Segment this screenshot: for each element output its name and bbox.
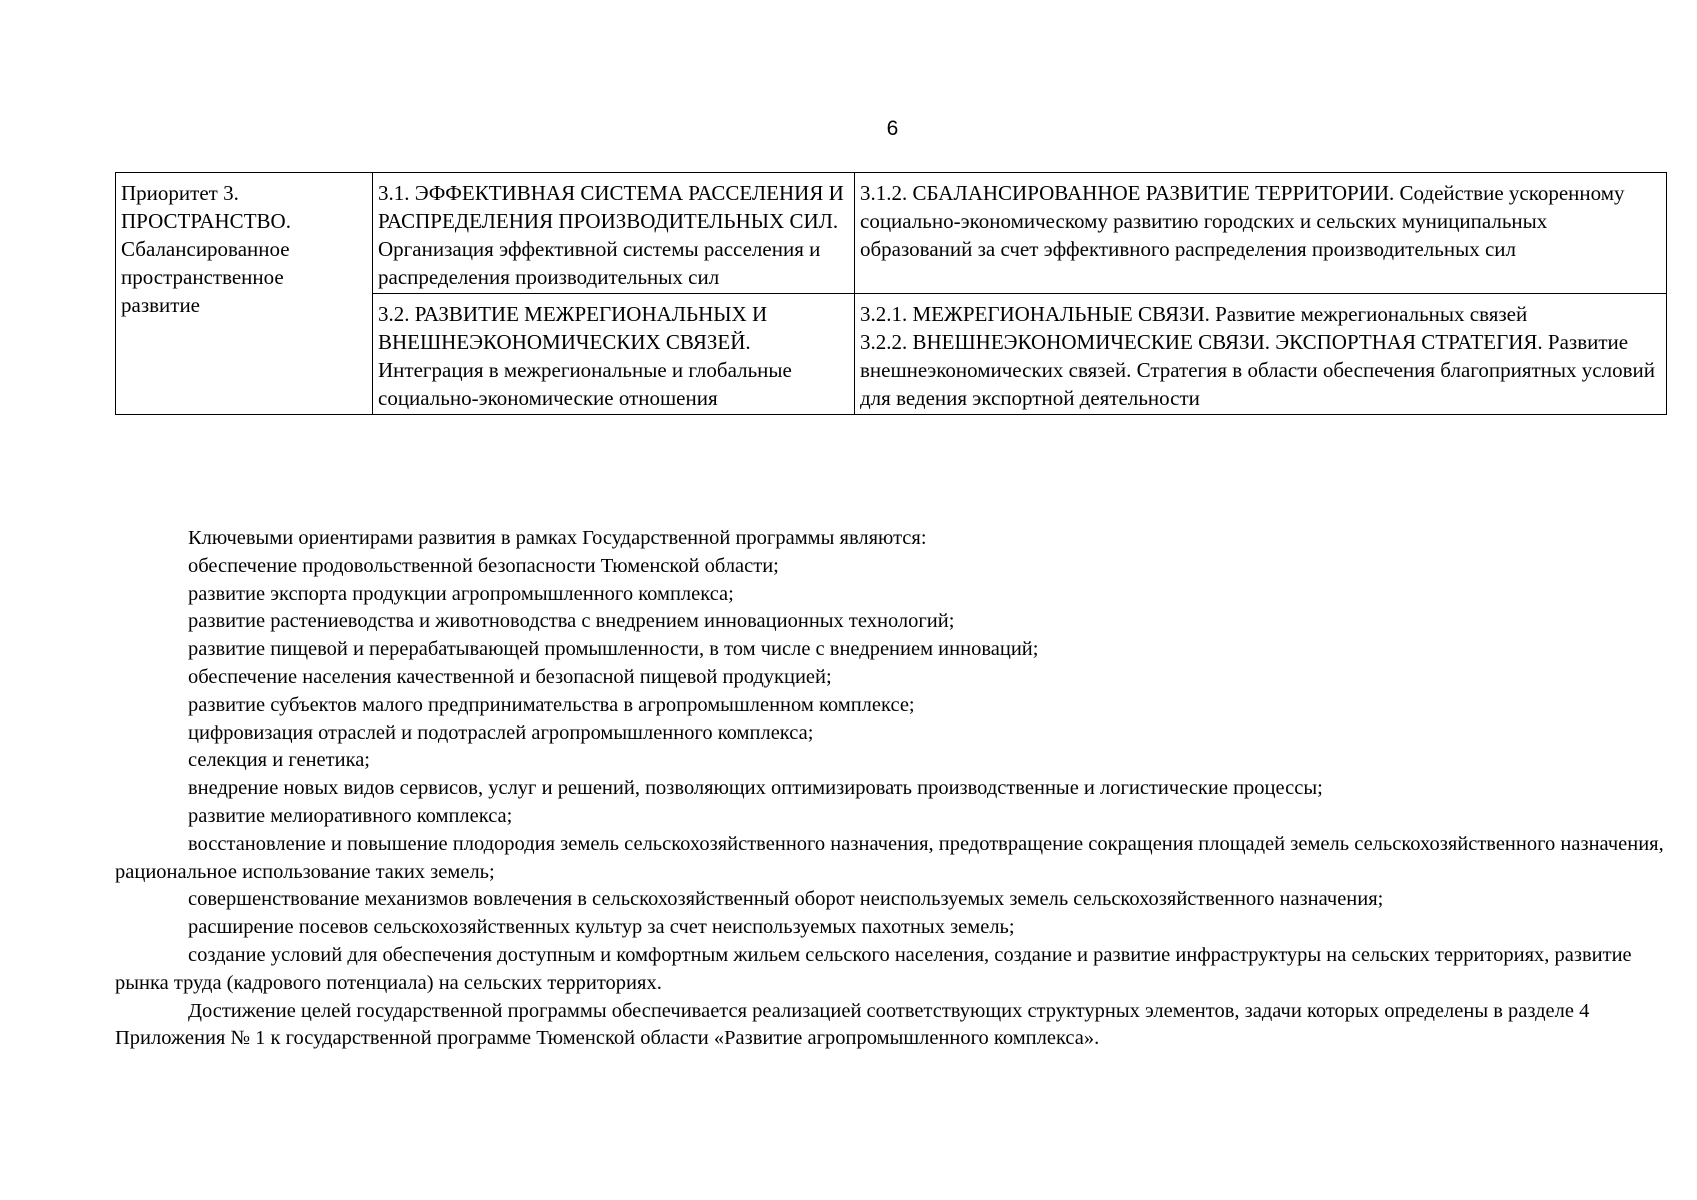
- task-text: 3.1.2. СБАЛАНСИРОВАННОЕ РАЗВИТИЕ ТЕРРИТОРИИ. Содействие ускоренному социально-экономическому развитию городских и сельских муниципальных образований за счет эффективного распределения производительных сил: [860, 181, 1625, 261]
- paragraph: создание условий для обеспечения доступным и комфортным жильем сельского населения, создание и развитие инфраструктуры на сельских территориях, развитие рынка труда (кадрового потенциала) на сельских территориях.: [115, 943, 1632, 994]
- priority-table: [115, 172, 1667, 415]
- goal-cell: 3.1. ЭФФЕКТИВНАЯ СИСТЕМА РАССЕЛЕНИЯ И РАСПРЕДЕЛЕНИЯ ПРОИЗВОДИТЕЛЬНЫХ СИЛ. Организация эффективной системы расселения и распределения производительных сил: [373, 173, 855, 294]
- paragraph: селекция и генетика;: [188, 749, 371, 772]
- paragraph: расширение посевов сельскохозяйственных культур за счет неиспользуемых пахотных земель;: [188, 916, 1015, 939]
- paragraph: развитие растениеводства и животноводства с внедрением инновационных технологий;: [188, 610, 955, 633]
- goal-cell: 3.2. РАЗВИТИЕ МЕЖРЕГИОНАЛЬНЫХ И ВНЕШНЕЭКОНОМИЧЕСКИХ СВЯЗЕЙ. Интеграция в межрегиональные и глобальные социально-экономические отношения: [373, 294, 855, 415]
- paragraph: обеспечение населения качественной и безопасной пищевой продукцией;: [188, 665, 832, 688]
- paragraph: восстановление и повышение плодородия земель сельскохозяйственного назначения, предотвращение сокращения площадей земель сельскохозяйственного назначения, рациональное использование таких земель;: [115, 832, 1664, 883]
- task-cell: [855, 294, 1667, 415]
- task-cell: [855, 173, 1667, 294]
- task-text: 3.2.2. ВНЕШНЕЭКОНОМИЧЕСКИЕ СВЯЗИ. ЭКСПОРТНАЯ СТРАТЕГИЯ. Развитие внешнеэкономических связей. Стратегия в области обеспечения благоприятных условий для ведения экспортной деятельности: [860, 330, 1655, 410]
- paragraph: совершенствование механизмов вовлечения в сельскохозяйственный оборот неиспользуемых земель сельскохозяйственного назначения;: [188, 888, 1384, 911]
- paragraph: развитие экспорта продукции агропромышленного комплекса;: [188, 582, 734, 605]
- page-number: 6: [886, 117, 899, 140]
- paragraph: цифровизация отраслей и подотраслей агропромышленного комплекса;: [188, 721, 814, 744]
- paragraph: развитие мелиоративного комплекса;: [188, 804, 513, 827]
- paragraph: Ключевыми ориентирами развития в рамках Государственной программы являются:: [188, 527, 927, 549]
- paragraph: внедрение новых видов сервисов, услуг и решений, позволяющих оптимизировать производственные и логистические процессы;: [188, 777, 1323, 800]
- task-text: 3.2.1. МЕЖРЕГИОНАЛЬНЫЕ СВЯЗИ. Развитие межрегиональных связей: [860, 302, 1528, 326]
- paragraph: развитие субъектов малого предпринимательства в агропромышленном комплексе;: [188, 693, 915, 716]
- table-row: [116, 173, 1667, 294]
- paragraph: обеспечение продовольственной безопасности Тюменской области;: [188, 554, 779, 577]
- paragraph: развитие пищевой и перерабатывающей промышленности, в том числе с внедрением инноваций;: [188, 638, 1039, 661]
- body-text: [115, 525, 1675, 1053]
- priority-cell: Приоритет 3. ПРОСТРАНСТВО. Сбалансированное пространственное развитие: [116, 173, 373, 415]
- paragraph: Достижение целей государственной программы обеспечивается реализацией соответствующих структурных элементов, задачи которых определены в разделе 4 Приложения № 1 к государственной программе Тюменской области «Развитие агропромышленного комплекса».: [115, 999, 1590, 1050]
